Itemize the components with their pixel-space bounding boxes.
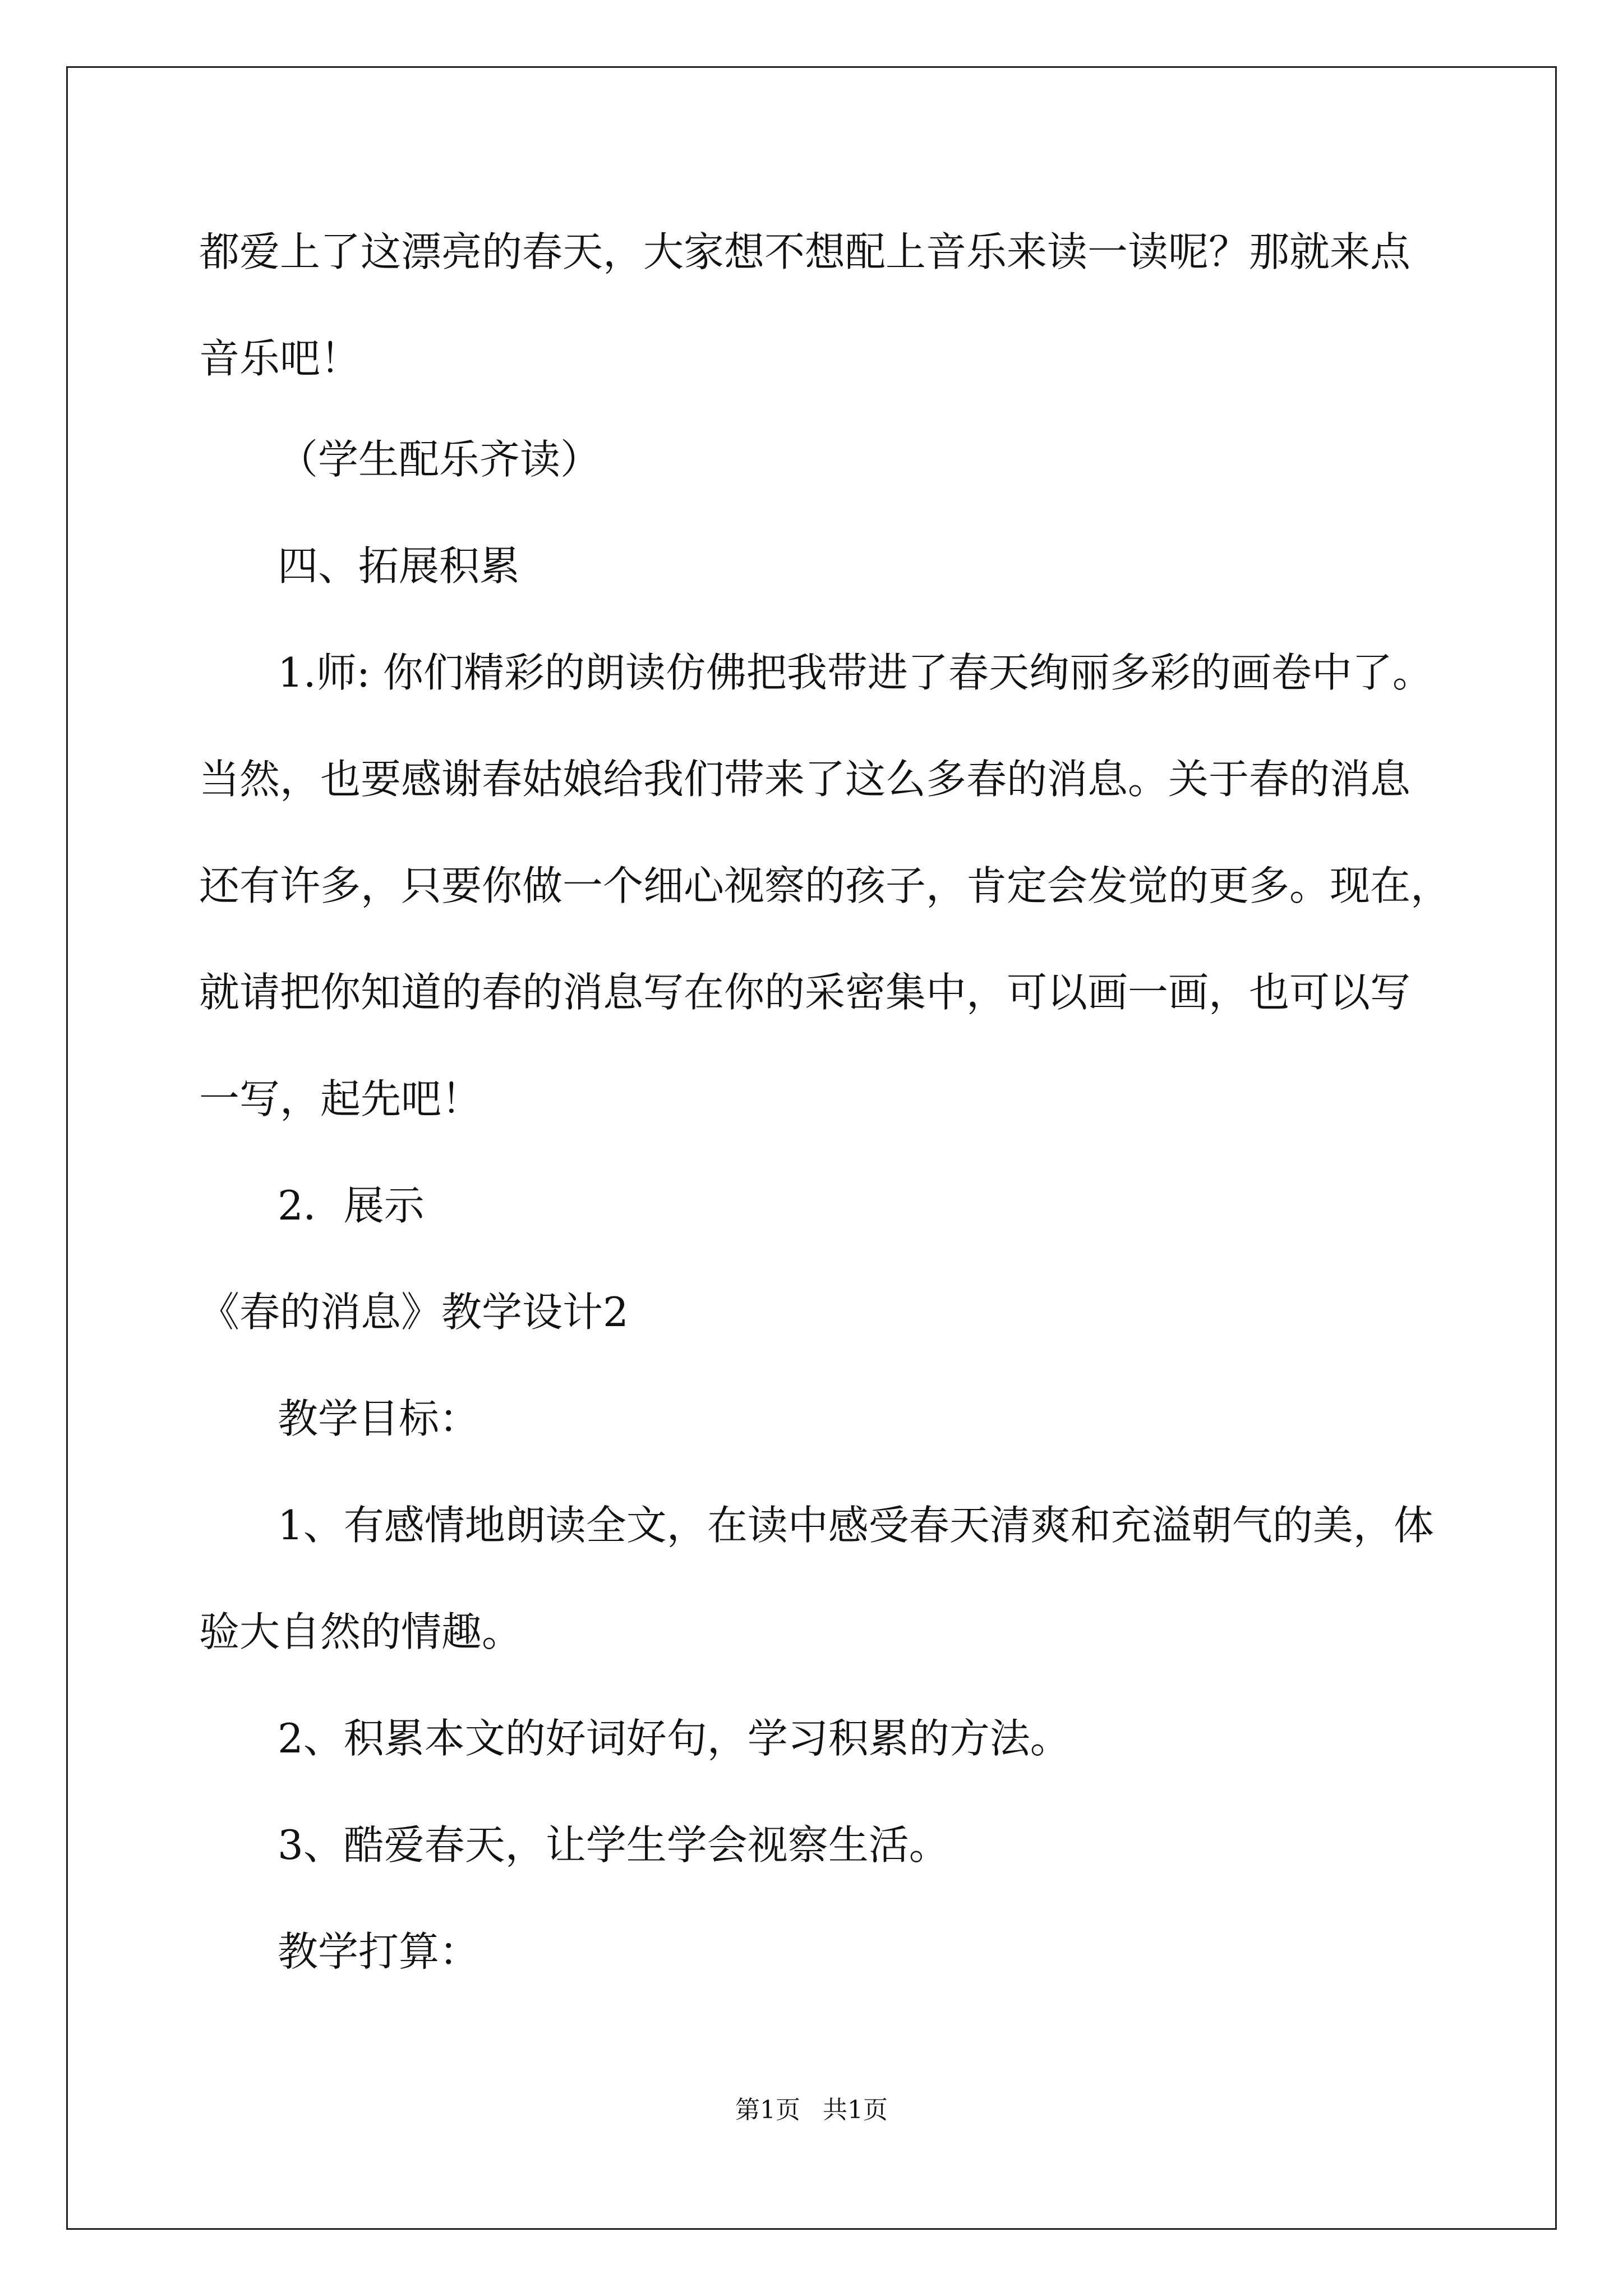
section-heading: 教学打算： [278, 1928, 480, 1975]
paragraph-line: （学生配乐齐读） [278, 436, 601, 483]
paragraph-line: 验大自然的情趣。 [199, 1608, 523, 1655]
paragraph-line: 2．展示 [278, 1182, 425, 1229]
page-footer [0, 2097, 1623, 2124]
paragraph-line: 1、有感情地朗读全文，在读中感受春天清爽和充溢朝气的美，体 [278, 1502, 1434, 1549]
document-title: 《春的消息》教学设计2 [199, 1289, 629, 1336]
paragraph-line: 就请把你知道的春的消息写在你的采密集中，可以画一画，也可以写 [199, 969, 1411, 1016]
paragraph-line: 还有许多，只要你做一个细心视察的孩子，肯定会发觉的更多。现在， [199, 862, 1451, 909]
paragraph-line: 1.师: 你们精彩的朗读仿佛把我带进了春天绚丽多彩的画卷中了。 [278, 649, 1433, 696]
paragraph-line: 都爱上了这漂亮的春天，大家想不想配上音乐来读一读呢？那就来点 [199, 228, 1411, 275]
paragraph-line: 3、酷爱春天，让学生学会视察生活。 [278, 1821, 949, 1869]
section-heading: 四、拓展积累 [278, 542, 520, 590]
paragraph-line: 音乐吧！ [199, 335, 361, 382]
paragraph-line: 2、积累本文的好词好句，学习积累的方法。 [278, 1715, 1071, 1762]
paragraph-line: 当然，也要感谢春姑娘给我们带来了这么多春的消息。关于春的消息 [199, 756, 1411, 803]
paragraph-line: 一写，起先吧！ [199, 1075, 482, 1122]
page-number: 第1页 [735, 2096, 800, 2124]
page-total: 共1页 [823, 2096, 888, 2124]
section-heading: 教学目标： [278, 1395, 480, 1442]
page-border [66, 66, 1557, 2230]
